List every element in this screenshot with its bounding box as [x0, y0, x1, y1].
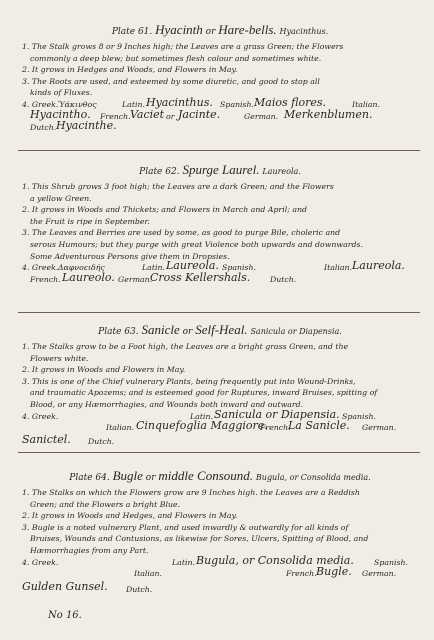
- plate-61-section: [22, 22, 418, 134]
- latin-name: Sanicula or Diapensia.: [250, 327, 342, 336]
- plate-61-heading: Plate 61. Hyacinth or Hare-bells. Hyacinthus.: [111, 22, 329, 37]
- latin-name: Bugula, or Consolida media.: [255, 473, 371, 482]
- divider: [18, 452, 420, 453]
- text-line: 2. It grows in Woods and Flowers in May.: [22, 365, 186, 375]
- plant-alt-name: Self-Heal.: [195, 322, 248, 337]
- plate-63-heading: Plate 63. Sanicle or Self-Heal. Sanicula or Diapensia.: [98, 322, 342, 337]
- text-line: 1. The Stalks grow to be a Foot high, the Leaves are a bright grass Green, and the: [22, 342, 349, 351]
- names-row: Sanictel. Dutch.: [22, 432, 115, 446]
- plate-number: Plate 62.: [139, 167, 180, 177]
- plate-number: Plate 63.: [98, 327, 139, 337]
- plant-name: Bugle: [112, 468, 143, 483]
- plate-62-section: [22, 162, 418, 285]
- plant-alt-name: Hare-bells.: [218, 22, 277, 37]
- text-line: Green; and the Flowers a bright Blue.: [30, 499, 181, 509]
- plant-alt-name: middle Consound.: [158, 468, 254, 483]
- text-line: 2. It grows in Woods and Hedges, and Flowers in May.: [22, 511, 238, 521]
- names-row: 4. Greek. Ὑάκινθος Latin. Hyacinthus. Spanish. Maios flores. Italian.: [22, 95, 380, 109]
- text-line: serous Humours; but they purge with great Violence both upwards and downwards.: [30, 239, 363, 249]
- names-row: 4. Greek. Latin. Bugula, or Consolida media. Spanish.: [22, 553, 408, 567]
- text-line: kinds of Fluxes.: [30, 88, 93, 98]
- text-line: a yellow Green.: [30, 193, 92, 203]
- plant-name: Sanicle: [141, 322, 180, 337]
- text-line: commonly a deep blew; but sometimes flesh colour and sometimes white.: [30, 53, 322, 63]
- plate-63-section: [22, 322, 418, 447]
- text-line: 1. This Shrub grows 3 foot high; the Leaves are a dark Green; and the Flowers: [22, 182, 334, 191]
- plant-name: Hyacinth: [155, 22, 203, 37]
- text-line: Bruises, Wounds and Contusions, as likewise for Sores, Ulcers, Spitting of Blood, and: [30, 534, 369, 544]
- divider: [18, 312, 420, 313]
- names-row: Dutch. Hyacinthe.: [30, 119, 117, 133]
- text-line: 1. The Stalks on which the Flowers grow are 9 Inches high. the Leaves are a Reddish: [22, 488, 360, 497]
- names-row: Hyacintho. French. Vaciet or Jacinte. German. Merkenblumen.: [30, 107, 373, 121]
- text-line: 3. The Roots are used, and esteemed by some diuretic, and good to stop all: [22, 76, 320, 86]
- text-line: 1. The Stalk grows 8 or 9 Inches high; the Leaves are a grass Green; the Flowers: [22, 42, 344, 51]
- names-row: Italian. French. Bugle. German.: [134, 565, 397, 579]
- text-line: 2. It grows in Woods and Thickets; and Flowers in March and April; and: [22, 205, 308, 215]
- latin-name: Laureola.: [262, 167, 301, 176]
- plate-number: Plate 64.: [69, 473, 110, 483]
- text-line: the Fruit is ripe in September.: [30, 216, 150, 226]
- plate-number: Plate 61.: [111, 27, 153, 37]
- names-row: French. Laureolo. German. Cross Kellershals. Dutch.: [30, 270, 297, 284]
- text-line: 3. Bugle is a noted vulnerary Plant, and used inwardly & outwardly for all kinds of: [22, 522, 349, 532]
- text-line: 2. It grows in Hedges and Woods, and Flowers in May.: [22, 65, 238, 75]
- text-line: Blood, or any Hæmorrhagies, and Wounds both inward and outward.: [30, 399, 304, 409]
- text-line: 3. This is one of the Chief vulnerary Plants, being frequently put into Wound-Drinks,: [22, 376, 356, 386]
- names-row: 4. Greek. Latin. Sanicula or Diapensia. Spanish.: [22, 407, 376, 421]
- text-line: Some Adventurous Persons give them in Dropsies.: [30, 251, 230, 261]
- names-row: 4. Greek. Δαφνοειδής Latin. Laureola. Spanish. Italian. Laureola.: [22, 259, 405, 273]
- plate-62-heading: [22, 162, 418, 178]
- text-line: 3. The Leaves and Berries are used by some, as good to purge Bile, choleric and: [22, 228, 341, 238]
- page-number: No 16.: [48, 610, 82, 621]
- text-line: Flowers white.: [30, 353, 89, 363]
- names-row: Italian. Cinquefoglia Maggiore. French. La Sanicle. German.: [106, 419, 397, 433]
- text-line: and traumatic Apozems; and is esteemed good for Ruptures, inward Bruises, spitting of: [30, 388, 378, 398]
- latin-name: Hyacinthus.: [279, 27, 329, 36]
- text-line: Hæmorrhagies from any Part.: [30, 545, 149, 555]
- divider: [18, 150, 420, 151]
- plate-64-section: [22, 468, 418, 595]
- plant-name: Spurge Laurel.: [182, 162, 260, 177]
- names-row: Gulden Gunsel. Dutch.: [22, 579, 153, 594]
- plate-64-heading: Plate 64. Bugle or middle Consound. Bugula, or Consolida media.: [69, 468, 371, 483]
